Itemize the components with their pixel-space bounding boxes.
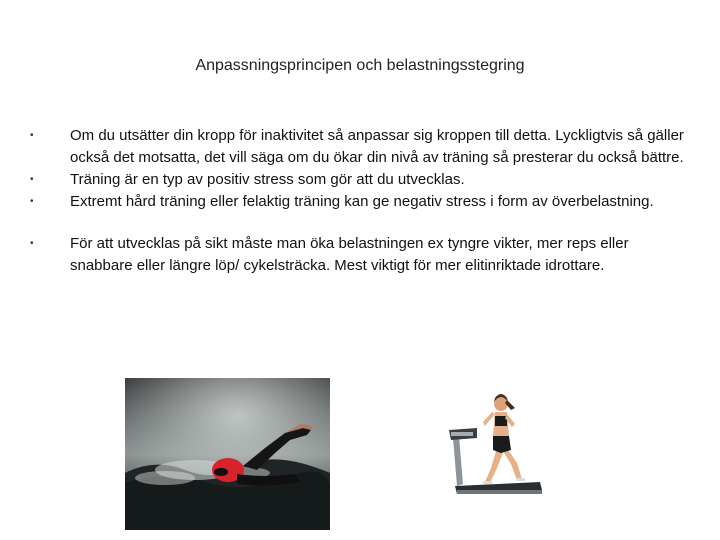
bullet-item: [30, 191, 690, 213]
bullet-marker: •: [30, 196, 34, 207]
bullet-text: För att utvecklas på sikt måste man öka belastningen ex tyngre vikter, mer reps eller snabbare eller längre löp/ cykelsträcka. Mest viktigt för mer elitinriktade idrottare.: [70, 235, 629, 274]
bullet-text: Om du utsätter din kropp för inaktivitet så anpassar sig kroppen till detta. Lyckligtvis så gäller också det motsatta, det vill säga om du ökar din nivå av träning så presterar du också bättre.: [70, 127, 684, 166]
bullet-list: [30, 125, 690, 277]
bullet-item: [30, 169, 690, 191]
treadmill-runner-photo: [445, 378, 545, 498]
bullet-text: Träning är en typ av positiv stress som gör att du utvecklas.: [70, 171, 465, 188]
slide-title: Anpassningsprincipen och belastningsstegring: [195, 57, 525, 74]
bullet-marker: •: [30, 130, 34, 141]
bullet-item: [30, 233, 690, 277]
bullet-text: Extremt hård träning eller felaktig träning kan ge negativ stress i form av överbelastning.: [70, 193, 654, 210]
bullet-item: [30, 125, 690, 169]
bullet-marker: •: [30, 238, 34, 249]
bullet-marker: •: [30, 174, 34, 185]
swimmer-photo: [125, 378, 330, 530]
